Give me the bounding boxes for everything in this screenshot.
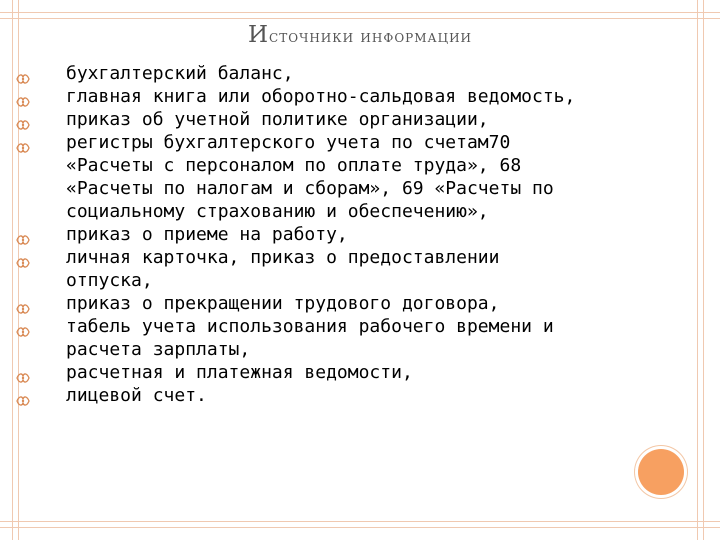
frame-line-right-inner (703, 0, 704, 540)
frame-line-top-inner (0, 18, 720, 19)
decorative-orange-circle (638, 449, 684, 495)
list-item-line: регистры бухгалтерского учета по счетам70 (66, 132, 511, 153)
list-item (12, 315, 652, 361)
list-item (12, 246, 652, 292)
list-item (12, 361, 652, 384)
frame-line-top (0, 12, 720, 13)
list-item (12, 384, 652, 407)
list-item (12, 62, 652, 85)
frame-line-bottom-inner (0, 527, 720, 528)
source-list (12, 62, 652, 407)
frame-line-right (697, 0, 698, 540)
slide-title-initial: И (247, 22, 270, 48)
list-item-line: приказ об учетной политике организации, (66, 109, 489, 130)
flourish-bullet-icon (16, 114, 30, 126)
list-item-line: лицевой счет. (66, 385, 207, 406)
list-item-line: личная карточка, приказ о предоставлении (66, 247, 500, 268)
flourish-bullet-icon (16, 298, 30, 310)
flourish-bullet-icon (16, 390, 30, 402)
list-item-line: приказ о приеме на работу, (66, 224, 348, 245)
list-item-line: отпуска, (66, 270, 153, 291)
list-item (12, 292, 652, 315)
list-item-line: главная книга или оборотно-сальдовая ведомость, (66, 86, 576, 107)
list-item (12, 223, 652, 246)
list-item-line: расчетная и платежная ведомости, (66, 362, 413, 383)
list-item-line: «Расчеты по налогам и сборам», 69 «Расчеты по (66, 178, 554, 199)
list-item-line: бухгалтерский баланс, (66, 63, 294, 84)
flourish-bullet-icon (16, 68, 30, 80)
list-item-line: табель учета использования рабочего времени и (66, 316, 554, 337)
list-item-line: расчета зарплаты, (66, 339, 251, 360)
flourish-bullet-icon (16, 321, 30, 333)
list-item (12, 108, 652, 131)
list-item (12, 131, 652, 223)
list-item (12, 85, 652, 108)
list-item-line: социальному страхованию и обеспечению», (66, 201, 489, 222)
flourish-bullet-icon (16, 229, 30, 241)
slide-title-rest: сточники информации (269, 27, 473, 47)
slide-title (0, 22, 720, 48)
flourish-bullet-icon (16, 91, 30, 103)
flourish-bullet-icon (16, 252, 30, 264)
list-item-line: приказ о прекращении трудового договора, (66, 293, 500, 314)
flourish-bullet-icon (16, 137, 30, 149)
flourish-bullet-icon (16, 367, 30, 379)
frame-line-bottom (0, 521, 720, 522)
list-item-line: «Расчеты с персоналом по оплате труда», 68 (66, 155, 522, 176)
